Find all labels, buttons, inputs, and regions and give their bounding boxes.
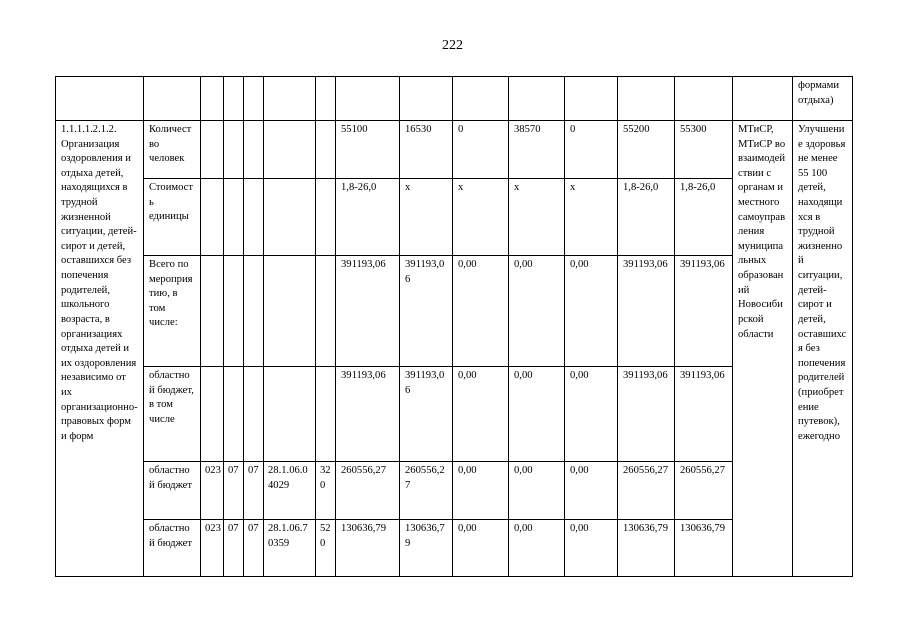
amount-cell: 55100 xyxy=(336,121,400,179)
grbs-code-cell xyxy=(201,121,224,179)
amount-cell: 0,00 xyxy=(565,256,618,367)
pr-code-cell xyxy=(244,121,264,179)
table-row xyxy=(56,121,853,179)
vr-code-cell xyxy=(316,256,336,367)
amount-cell: 0,00 xyxy=(509,462,565,520)
amount-cell: 260556,27 xyxy=(400,462,453,520)
amount-cell: 391193,06 xyxy=(336,256,400,367)
amount-cell: 55200 xyxy=(618,121,675,179)
rz-code-cell xyxy=(224,121,244,179)
amount-cell: 1,8-26,0 xyxy=(675,179,733,256)
amount-cell: х xyxy=(400,179,453,256)
rz-code-cell xyxy=(224,256,244,367)
item-code-name-cell: 1.1.1.1.2.1.2. Организация оздоровления и отдыха детей, находящихся в трудной жизненной ситуации, детей-сирот и детей, оставшихся без попечения родителей, школьного возраста, в организациях отдыха детей и их оздоровления независимо от их организационно-правовых форм и форм xyxy=(56,121,144,577)
amount-cell: 0,00 xyxy=(453,256,509,367)
pr-code-cell: 07 xyxy=(244,520,264,577)
cell-empty xyxy=(144,77,201,121)
grbs-code-cell: 023 xyxy=(201,462,224,520)
cell-empty xyxy=(56,77,144,121)
rz-code-cell: 07 xyxy=(224,462,244,520)
amount-cell: х xyxy=(565,179,618,256)
goal-tail-cell: формами отдыха) xyxy=(793,77,853,121)
indicator-cell: Количество человек xyxy=(144,121,201,179)
vr-code-cell: 320 xyxy=(316,462,336,520)
amount-cell: 0,00 xyxy=(565,462,618,520)
expected-result-cell: Улучшение здоровья не менее 55 100 детей, находящихся в трудной жизненной ситуации, детей-сирот и детей, оставшихся без попечения родителей (приобретение путевок), ежегодно xyxy=(793,121,853,577)
cell-empty xyxy=(453,77,509,121)
grbs-code-cell xyxy=(201,256,224,367)
amount-cell: 391193,06 xyxy=(675,256,733,367)
amount-cell: 391193,06 xyxy=(618,367,675,462)
program-table xyxy=(55,76,853,577)
cell-empty xyxy=(224,77,244,121)
grbs-code-cell: 023 xyxy=(201,520,224,577)
csr-code-cell xyxy=(264,179,316,256)
amount-cell: 16530 xyxy=(400,121,453,179)
cell-empty xyxy=(264,77,316,121)
pr-code-cell xyxy=(244,367,264,462)
cell-empty xyxy=(675,77,733,121)
indicator-cell: Стоимость единицы xyxy=(144,179,201,256)
cell-empty xyxy=(400,77,453,121)
amount-cell: 55300 xyxy=(675,121,733,179)
cell-empty xyxy=(244,77,264,121)
executor-cell: МТиСР, МТиСР во взаимодействии с органам и местного самоуправления муниципальных образований Новосибирской области xyxy=(733,121,793,577)
cell-empty xyxy=(618,77,675,121)
amount-cell: 0,00 xyxy=(509,256,565,367)
amount-cell: 130636,79 xyxy=(618,520,675,577)
indicator-cell: областной бюджет xyxy=(144,520,201,577)
amount-cell: 38570 xyxy=(509,121,565,179)
amount-cell: 0,00 xyxy=(453,367,509,462)
amount-cell: 1,8-26,0 xyxy=(618,179,675,256)
amount-cell: 130636,79 xyxy=(336,520,400,577)
indicator-cell: Всего по мероприятию, в том числе: xyxy=(144,256,201,367)
amount-cell: 130636,79 xyxy=(675,520,733,577)
amount-cell: 260556,27 xyxy=(675,462,733,520)
csr-code-cell xyxy=(264,256,316,367)
csr-code-cell xyxy=(264,121,316,179)
page-number: 222 xyxy=(442,38,463,53)
cell-empty xyxy=(316,77,336,121)
amount-cell: 0,00 xyxy=(509,520,565,577)
cell-empty xyxy=(565,77,618,121)
amount-cell: 391193,06 xyxy=(400,367,453,462)
indicator-cell: областной бюджет xyxy=(144,462,201,520)
amount-cell: 0,00 xyxy=(453,520,509,577)
amount-cell: 1,8-26,0 xyxy=(336,179,400,256)
pr-code-cell: 07 xyxy=(244,462,264,520)
cell-empty xyxy=(201,77,224,121)
indicator-cell: областной бюджет, в том числе xyxy=(144,367,201,462)
amount-cell: 0,00 xyxy=(565,367,618,462)
csr-code-cell xyxy=(264,367,316,462)
table-row-continuation xyxy=(56,77,853,121)
amount-cell: 260556,27 xyxy=(618,462,675,520)
amount-cell: 391193,06 xyxy=(400,256,453,367)
amount-cell: 0,00 xyxy=(509,367,565,462)
rz-code-cell xyxy=(224,367,244,462)
vr-code-cell: 520 xyxy=(316,520,336,577)
amount-cell: 0 xyxy=(565,121,618,179)
pr-code-cell xyxy=(244,179,264,256)
amount-cell: 391193,06 xyxy=(336,367,400,462)
amount-cell: 130636,79 xyxy=(400,520,453,577)
amount-cell: х xyxy=(453,179,509,256)
csr-code-cell: 28.1.06.70359 xyxy=(264,520,316,577)
amount-cell: х xyxy=(509,179,565,256)
pr-code-cell xyxy=(244,256,264,367)
csr-code-cell: 28.1.06.04029 xyxy=(264,462,316,520)
amount-cell: 0,00 xyxy=(565,520,618,577)
cell-empty xyxy=(509,77,565,121)
amount-cell: 260556,27 xyxy=(336,462,400,520)
grbs-code-cell xyxy=(201,179,224,256)
vr-code-cell xyxy=(316,121,336,179)
amount-cell: 0 xyxy=(453,121,509,179)
amount-cell: 391193,06 xyxy=(618,256,675,367)
cell-empty xyxy=(336,77,400,121)
rz-code-cell xyxy=(224,179,244,256)
cell-empty xyxy=(733,77,793,121)
vr-code-cell xyxy=(316,367,336,462)
amount-cell: 0,00 xyxy=(453,462,509,520)
grbs-code-cell xyxy=(201,367,224,462)
rz-code-cell: 07 xyxy=(224,520,244,577)
vr-code-cell xyxy=(316,179,336,256)
amount-cell: 391193,06 xyxy=(675,367,733,462)
